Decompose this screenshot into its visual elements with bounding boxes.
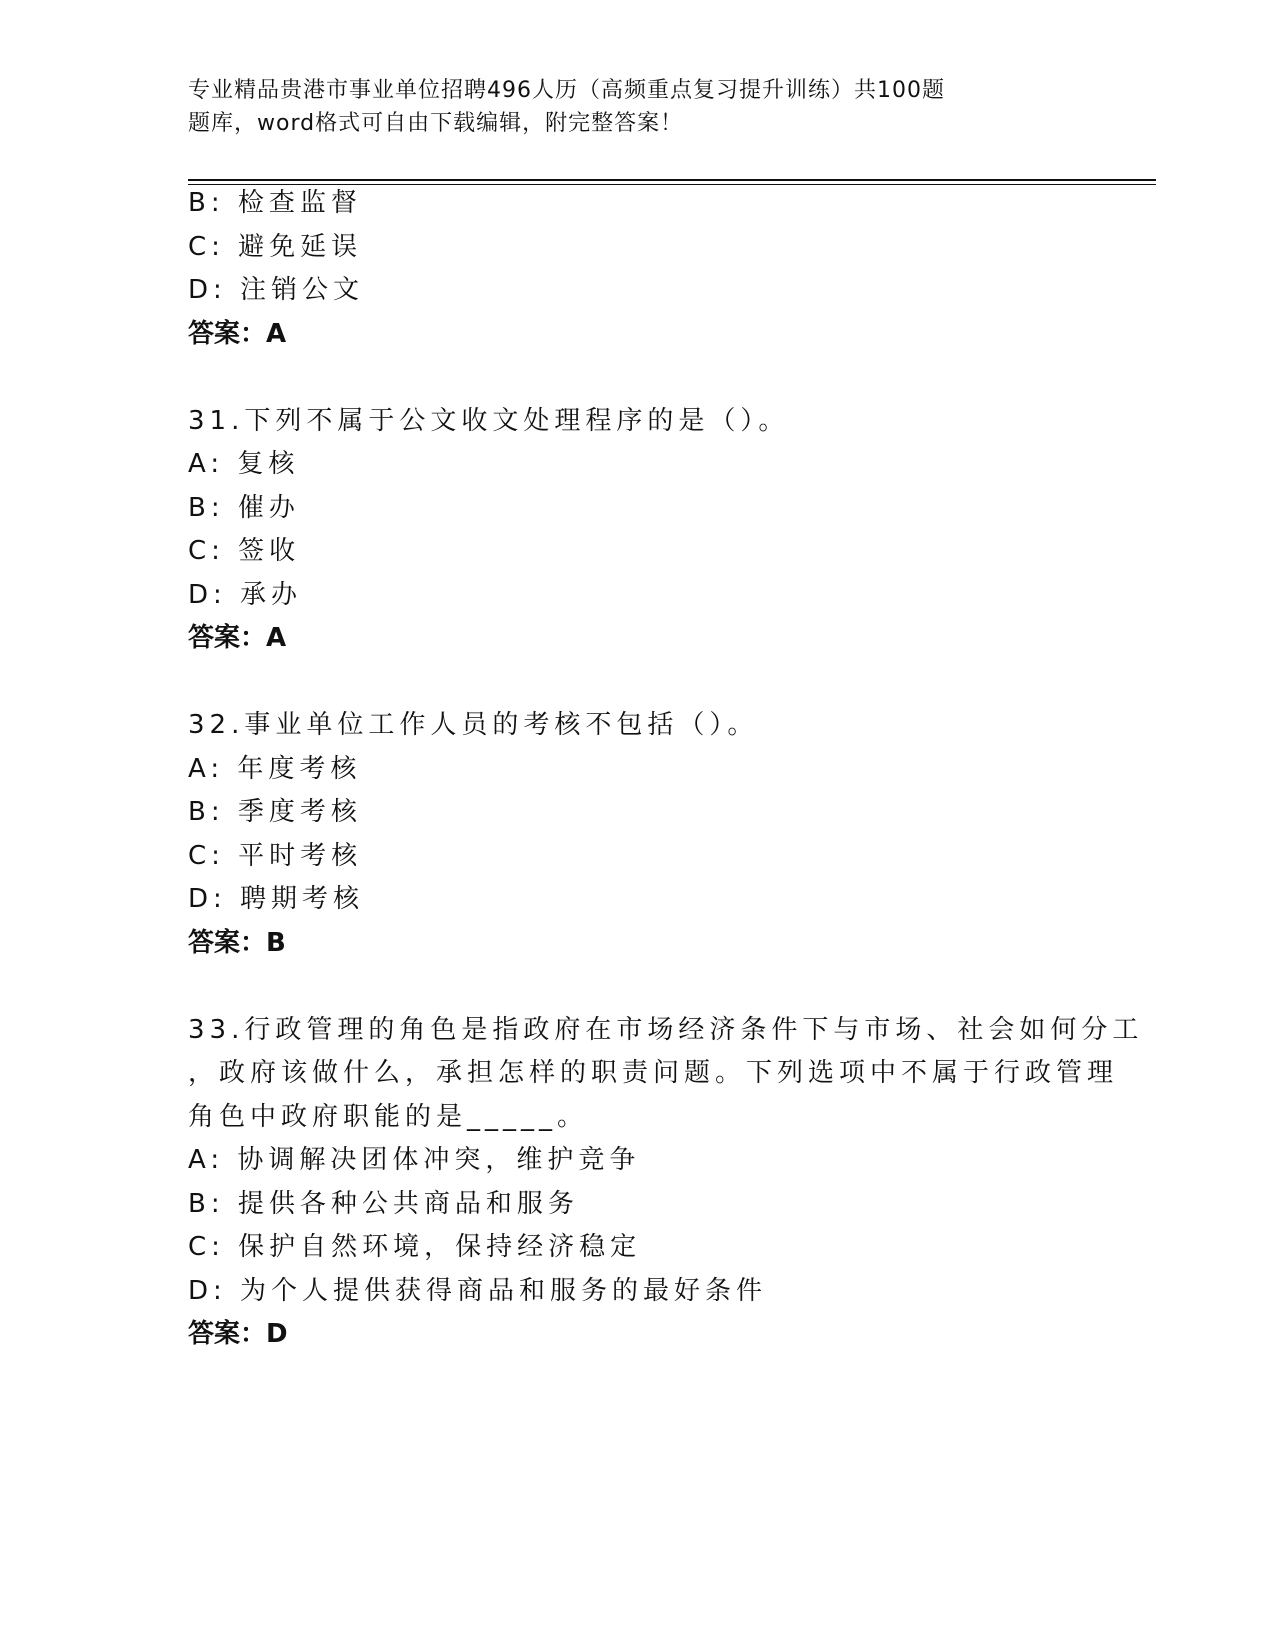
- q33-option-a: A: 协调解决团体冲突，维护竞争: [188, 1145, 641, 1175]
- q33-question-line-1: 33.行政管理的角色是指政府在市场经济条件下与市场、社会如何分工: [188, 1015, 1144, 1045]
- q33-question-line-3: 角色中政府职能的是_____。: [188, 1102, 589, 1132]
- q31-option-b: B: 催办: [188, 493, 300, 523]
- q30-answer: 答案：A: [188, 319, 287, 349]
- q32-question: 32.事业单位工作人员的考核不包括（）。: [188, 710, 759, 740]
- header-divider-thick: [188, 179, 1156, 181]
- document-header: [188, 74, 1068, 140]
- q33-option-c: C: 保护自然环境，保持经济稳定: [188, 1232, 642, 1262]
- q32-option-c: C: 平时考核: [188, 841, 363, 871]
- q30-option-d: D: 注销公文: [188, 275, 365, 305]
- q31-option-c: C: 签收: [188, 536, 301, 566]
- q32-option-a: A: 年度考核: [188, 754, 362, 784]
- q33-question-line-2: ，政府该做什么，承担怎样的职责问题。下列选项中不属于行政管理: [188, 1058, 1119, 1088]
- q33-option-d: D: 为个人提供获得商品和服务的最好条件: [188, 1276, 768, 1306]
- q30-option-c: C: 避免延误: [188, 232, 363, 262]
- q32-answer: 答案：B: [188, 928, 286, 958]
- q32-option-b: B: 季度考核: [188, 797, 362, 827]
- header-line-2: 题库，word格式可自由下载编辑，附完整答案！: [188, 111, 684, 136]
- q31-answer: 答案：A: [188, 623, 287, 653]
- q31-question: 31.下列不属于公文收文处理程序的是（）。: [188, 406, 790, 436]
- q30-option-b: B: 检查监督: [188, 188, 362, 218]
- header-line-1: 专业精品贵港市事业单位招聘496人历（高频重点复习提升训练）共100题: [188, 78, 945, 103]
- q31-option-d: D: 承办: [188, 580, 303, 610]
- header-divider-thin: [188, 184, 1156, 185]
- q33-option-b: B: 提供各种公共商品和服务: [188, 1189, 579, 1219]
- q31-option-a: A: 复核: [188, 449, 300, 479]
- q33-answer: 答案：D: [188, 1319, 288, 1349]
- q32-option-d: D: 聘期考核: [188, 884, 365, 914]
